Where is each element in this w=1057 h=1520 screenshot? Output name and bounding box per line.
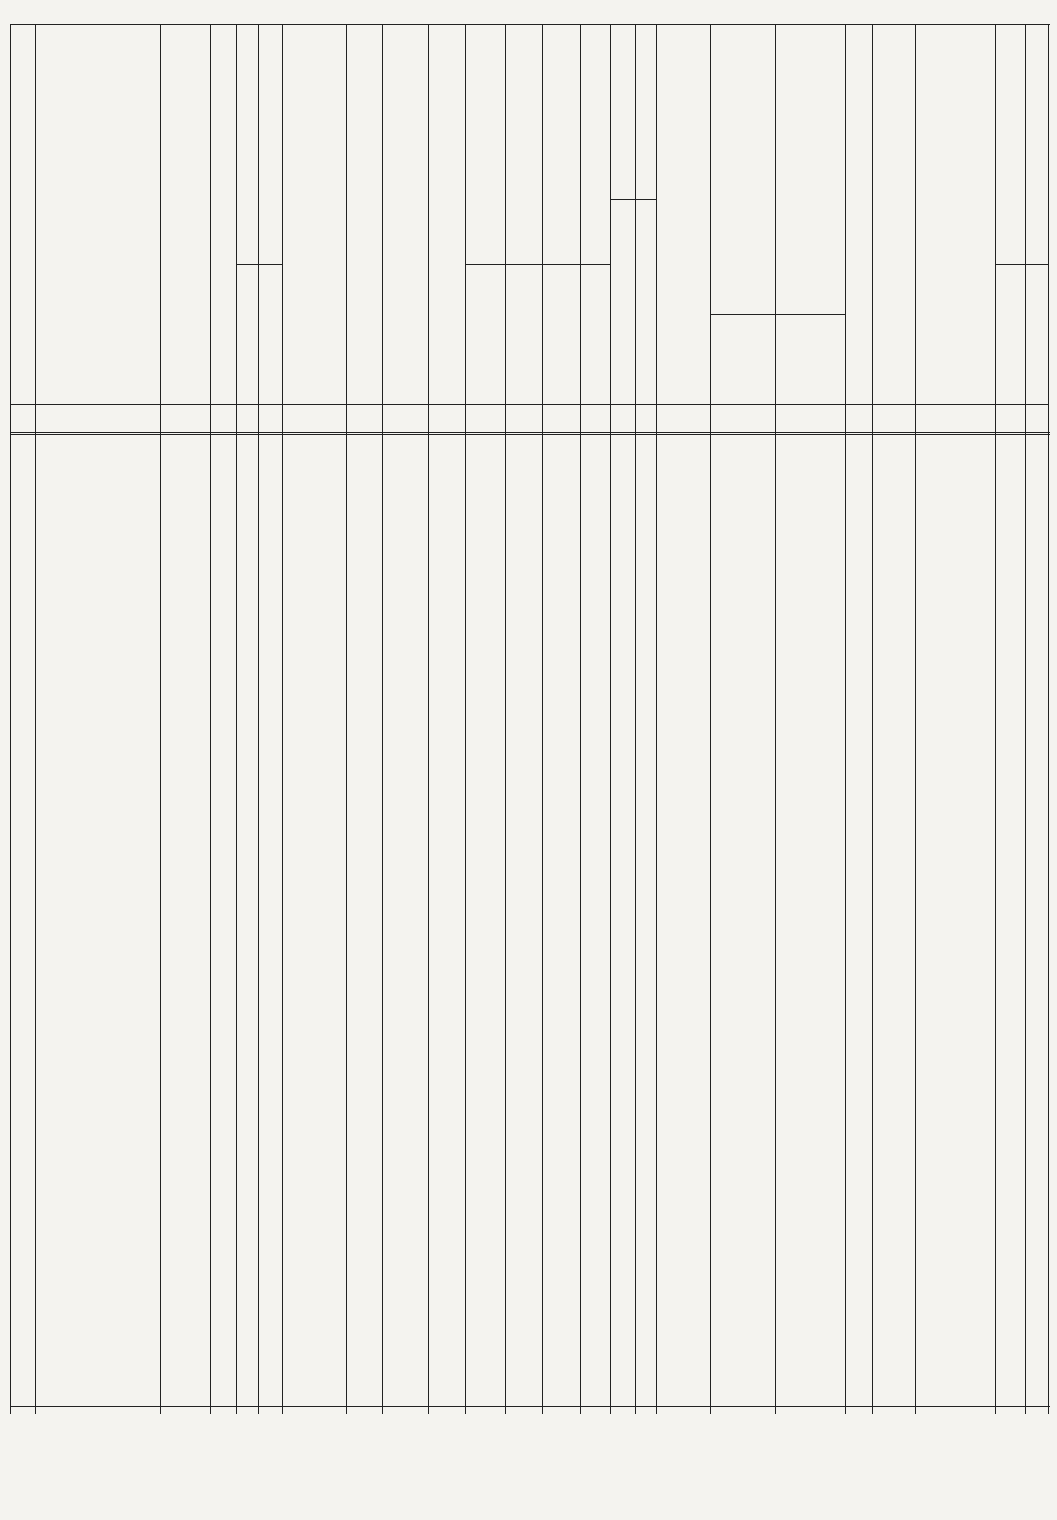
header-sq-per-student: [348, 44, 380, 399]
header-teacher-rooms: [238, 269, 256, 399]
header-classes: [260, 269, 280, 399]
header-start: [712, 319, 773, 399]
header-rooms: [238, 44, 280, 259]
header-refused: [612, 44, 654, 194]
header-cubic-volume: [384, 44, 426, 399]
header-one-side: [997, 269, 1023, 399]
header-more: [544, 269, 578, 399]
header-dropouts: [847, 44, 870, 399]
header-dropout-pct: [874, 44, 913, 399]
statistics-table: [10, 24, 1050, 1414]
total-c1: [212, 614, 234, 714]
header-sq-area: [284, 44, 344, 399]
header-school-names: [36, 144, 160, 194]
header-by-sq: [467, 269, 503, 399]
header-distance: [997, 44, 1046, 259]
header-capacity-norm: [467, 44, 540, 259]
header-more-less: [544, 44, 608, 259]
header-volost: [162, 84, 208, 394]
header-boys: [612, 204, 633, 399]
header-number: [12, 64, 34, 394]
header-girls: [637, 204, 655, 399]
header-students: [212, 64, 234, 394]
header-by-cubic: [507, 269, 540, 399]
header-end: [777, 319, 843, 399]
header-refusal-reasons: [658, 44, 708, 399]
header-leave-time: [917, 44, 993, 399]
header-less: [582, 269, 608, 399]
header-other-side: [1027, 269, 1047, 399]
header-cubic-per-student: [430, 44, 463, 399]
